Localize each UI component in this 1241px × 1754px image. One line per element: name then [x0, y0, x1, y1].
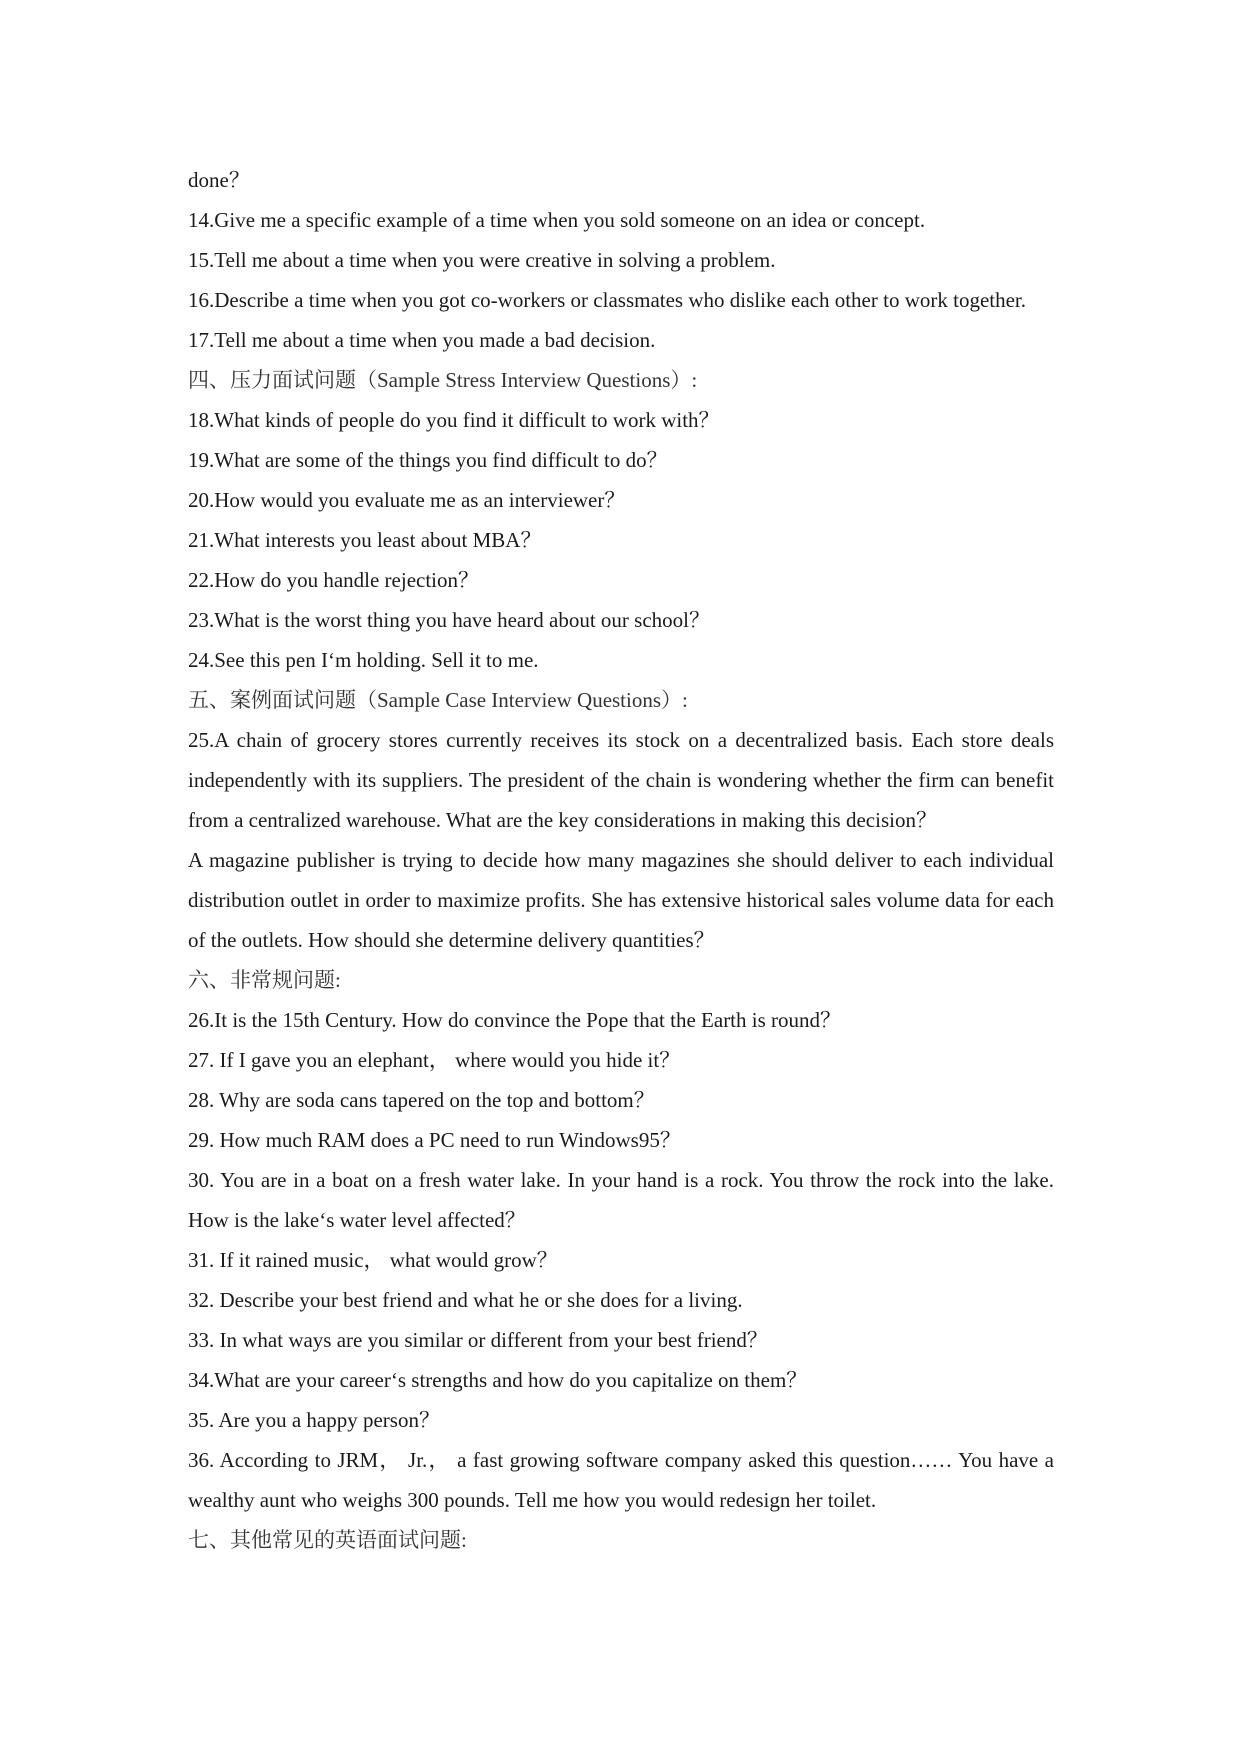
question-17: 17.Tell me about a time when you made a bad decision. [188, 328, 656, 352]
text-line: done？ [188, 168, 250, 192]
question-34: 34.What are your career‘s strengths and how do you capitalize on them？ [188, 1368, 808, 1392]
question-27: 27. If I gave you an elephant， where would you hide it？ [188, 1048, 681, 1072]
question-35: 35. Are you a happy person？ [188, 1408, 440, 1432]
question-25: 25.A chain of grocery stores currently receives its stock on a decentralized basis. Each store deals independently with its suppliers. The president of the chain is wondering whether the firm can benefit from a centralized warehouse. What are the key considerations in making this decision？ [188, 728, 1054, 832]
question-21: 21.What interests you least about MBA？ [188, 528, 542, 552]
question-36: 36. According to JRM， Jr.， a fast growing software company asked this question…… You have a wealthy aunt who weighs 300 pounds. Tell me how you would redesign her toilet. [188, 1448, 1054, 1512]
question-24: 24.See this pen I‘m holding. Sell it to me. [188, 648, 539, 672]
question-20: 20.How would you evaluate me as an interviewer？ [188, 488, 626, 512]
section-heading-case: 五、案例面试问题（Sample Case Interview Questions）: [188, 688, 688, 712]
question-18: 18.What kinds of people do you find it difficult to work with？ [188, 408, 720, 432]
document-page [188, 160, 1054, 1560]
question-23: 23.What is the worst thing you have heard about our school？ [188, 608, 710, 632]
question-28: 28. Why are soda cans tapered on the top and bottom？ [188, 1088, 655, 1112]
section-heading-stress: 四、压力面试问题（Sample Stress Interview Questions）: [188, 368, 698, 392]
question-14: 14.Give me a specific example of a time when you sold someone on an idea or concept. [188, 208, 926, 232]
question-29: 29. How much RAM does a PC need to run Windows95？ [188, 1128, 681, 1152]
question-26: 26.It is the 15th Century. How do convince the Pope that the Earth is round？ [188, 1008, 842, 1032]
question-16: 16.Describe a time when you got co-workers or classmates who dislike each other to work together. [188, 288, 1027, 312]
question-31: 31. If it rained music， what would grow？ [188, 1248, 558, 1272]
case-paragraph-magazine: A magazine publisher is trying to decide how many magazines she should deliver to each individual distribution outlet in order to maximize profits. She has extensive historical sales volume data for each of the outlets. How should she determine delivery quantities？ [188, 848, 1054, 952]
question-30: 30. You are in a boat on a fresh water lake. In your hand is a rock. You throw the rock into the lake. How is the lake‘s water level affected？ [188, 1168, 1054, 1232]
question-33: 33. In what ways are you similar or different from your best friend？ [188, 1328, 768, 1352]
question-22: 22.How do you handle rejection？ [188, 568, 480, 592]
question-32: 32. Describe your best friend and what he or she does for a living. [188, 1288, 743, 1312]
section-heading-unconventional: 六、非常规问题: [188, 968, 341, 992]
question-19: 19.What are some of the things you find difficult to do？ [188, 448, 668, 472]
question-15: 15.Tell me about a time when you were creative in solving a problem. [188, 248, 776, 272]
section-heading-other: 七、其他常见的英语面试问题: [188, 1528, 467, 1552]
